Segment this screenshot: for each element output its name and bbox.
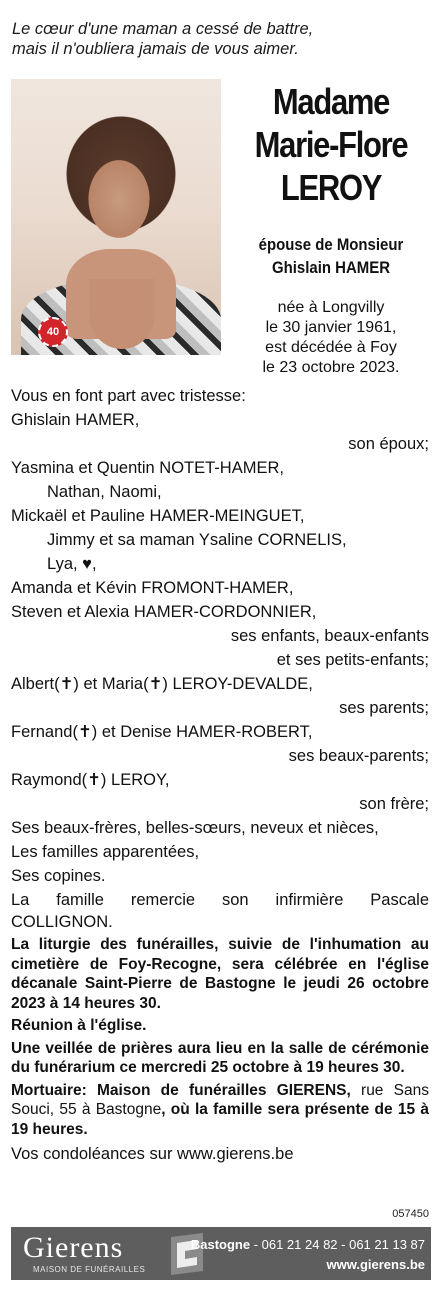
funeral-text: La liturgie des funérailles, suivie de l'inhumation au cimetière de Foy-Recogne, sera célébrée en l'église décanale Saint-Pierre de Bastogne le jeudi 26 octobre 2023 à 14 heures 30. xyxy=(11,936,429,1012)
family-line: ses enfants, beaux-enfants xyxy=(230,627,429,645)
family-line: et ses petits-enfants; xyxy=(276,651,429,669)
thanks-line-2: COLLIGNON. xyxy=(11,913,113,931)
family-line: Les familles apparentées, xyxy=(11,843,200,861)
gierens-logo: Gierens xyxy=(23,1231,124,1264)
family-line: Raymond(✝) LEROY, xyxy=(11,771,170,789)
family-line: Mickaël et Pauline HAMER-MEINGUET, xyxy=(11,507,305,525)
notice-body xyxy=(11,384,429,1166)
family-line: son frère; xyxy=(359,795,429,813)
family-line: Yasmina et Quentin NOTET-HAMER, xyxy=(11,459,284,477)
mortuary-part-c: , où la famille sera présente de 15 à 19 heures. xyxy=(11,1101,429,1138)
family-line: ses parents; xyxy=(339,699,429,717)
name-first: Marie-Flore xyxy=(254,124,408,165)
reference-number: 057450 xyxy=(392,1208,429,1220)
family-line: Albert(✝) et Maria(✝) LEROY-DEVALDE, xyxy=(11,675,313,693)
portrait-photo xyxy=(11,79,221,355)
contact-city: Bastogne xyxy=(190,1237,251,1252)
spouse-line-2: Ghislain HAMER xyxy=(271,258,391,277)
birth-death-info xyxy=(228,298,434,378)
death-line-1: est décédée à Foy xyxy=(265,339,397,356)
birthday-badge: 40 xyxy=(38,317,68,347)
spouse-info xyxy=(240,233,421,279)
family-line: Steven et Alexia HAMER-CORDONNIER, xyxy=(11,603,317,621)
family-line: Fernand(✝) et Denise HAMER-ROBERT, xyxy=(11,723,313,741)
meeting-text: Réunion à l'église. xyxy=(11,1017,147,1034)
family-line: Ghislain HAMER, xyxy=(11,411,140,429)
mortuary-text xyxy=(11,1081,429,1140)
epitaph-quote xyxy=(12,19,432,59)
deceased-name xyxy=(242,80,419,209)
mortuary-part-a: Mortuaire: Maison de funérailles GIERENS, xyxy=(11,1081,351,1099)
family-line: Ses beaux-frères, belles-sœurs, neveux et nièces, xyxy=(11,819,379,837)
thanks-line-1: La famille remercie son infirmière Pascale xyxy=(11,891,429,909)
family-line: Ses copines. xyxy=(11,867,106,885)
contact-website[interactable]: www.gierens.be xyxy=(326,1257,425,1272)
family-line: Amanda et Kévin FROMONT-HAMER, xyxy=(11,579,294,597)
contact-numbers: - 061 21 24 82 - 061 21 13 87 xyxy=(250,1237,425,1252)
vigil-text: Une veillée de prières aura lieu en la salle de cérémonie du funérarium ce mercredi 25 octobre à 19 heures 30. xyxy=(11,1039,429,1076)
mortuary-part-b: rue Sans Souci, 55 à Bastogne xyxy=(11,1081,429,1118)
family-line: Nathan, Naomi, xyxy=(47,483,162,501)
family-line: son époux; xyxy=(348,435,429,453)
family-line: ses beaux-parents; xyxy=(288,747,429,765)
name-title: Madame xyxy=(272,81,390,122)
funeral-home-banner xyxy=(11,1227,431,1280)
spouse-line-1: épouse de Monsieur xyxy=(258,235,404,254)
logo-subtitle: MAISON DE FUNÉRAILLES xyxy=(33,1265,146,1274)
birth-line-1: née à Longvilly xyxy=(277,299,385,316)
name-last: LEROY xyxy=(280,167,382,208)
family-line: Jimmy et sa maman Ysaline CORNELIS, xyxy=(47,531,347,549)
quote-line-1: Le cœur d'une maman a cessé de battre, xyxy=(12,20,314,38)
birth-line-2: le 30 janvier 1961, xyxy=(265,319,397,336)
death-line-2: le 23 octobre 2023. xyxy=(262,359,400,376)
contact-phones xyxy=(191,1237,425,1252)
family-line: Vous en font part avec tristesse: xyxy=(11,387,246,405)
family-line: Lya, ♥, xyxy=(47,555,97,573)
family-list xyxy=(11,384,429,888)
condolences-text: Vos condoléances sur www.gierens.be xyxy=(11,1145,294,1163)
quote-line-2: mais il n'oubliera jamais de vous aimer. xyxy=(12,40,299,58)
portrait-chest xyxy=(89,279,155,349)
